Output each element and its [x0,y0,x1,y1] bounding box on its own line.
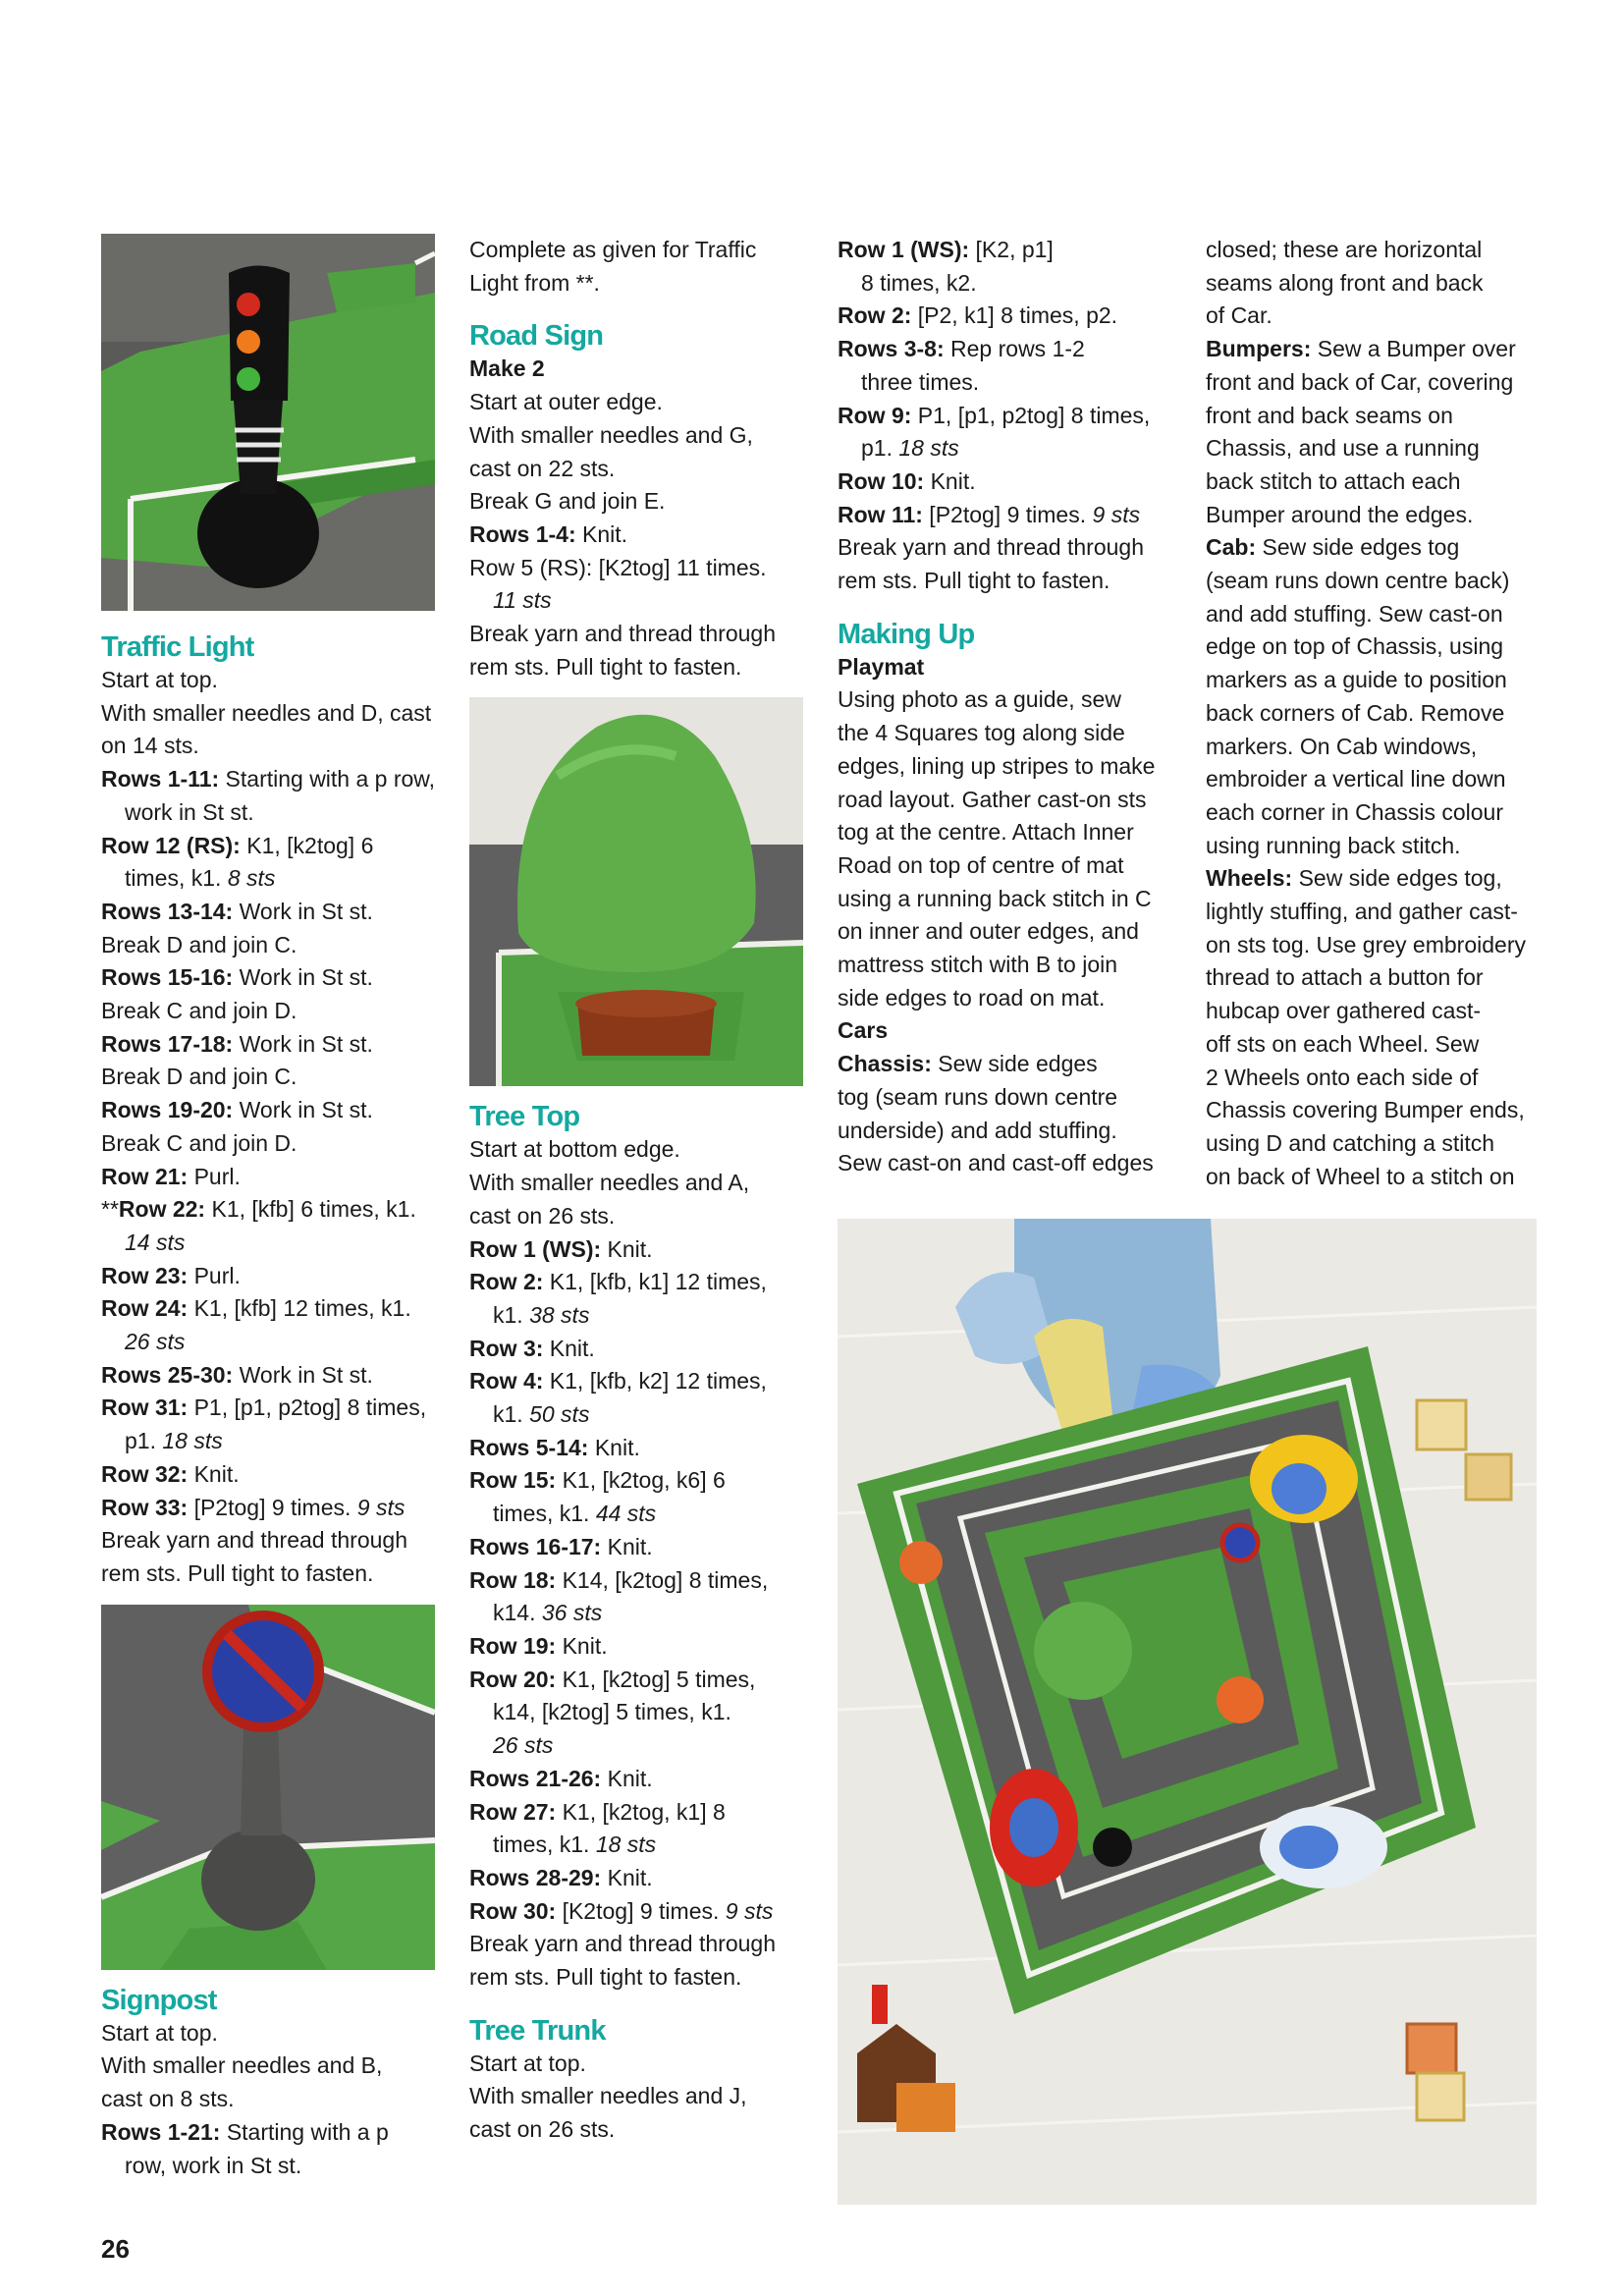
text-line: lightly stuffing, and gather cast- [1206,899,1518,925]
row-instruction: 8 times, k2. [861,269,977,296]
row-instruction: Rows 13-14: Work in St st. [101,898,373,924]
text-line: road layout. Gather cast-on sts [838,786,1147,812]
row-instruction: Row 11: [P2tog] 9 times. 9 sts [838,501,1141,527]
row-instruction: Row 33: [P2tog] 9 times. 9 sts [101,1494,406,1520]
text-line: rem sts. Pull tight to fasten. [101,1559,374,1586]
row-instruction: three times. [861,368,980,395]
row-instruction: k1. 38 sts [493,1301,590,1328]
row-instruction: 11 sts [493,587,552,614]
row-instruction: Row 1 (WS): [K2, p1] [838,237,1054,262]
text-line: underside) and add stuffing. [838,1117,1117,1143]
text-line: using running back stitch. [1206,832,1461,858]
text-line: Break G and join E. [469,488,666,515]
row-instruction: Row 2: [P2, k1] 8 times, p2. [838,302,1118,329]
row-instruction: Row 2: K1, [kfb, k1] 12 times, [469,1269,767,1295]
row-instruction: Row 31: P1, [p1, p2tog] 8 times, [101,1394,427,1421]
column-3 [838,234,1181,1180]
text-line: back stitch to attach each [1206,467,1461,494]
row-instruction: Row 12 (RS): K1, [k2tog] 6 [101,832,374,858]
row-instruction: Rows 21-26: Knit. [469,1765,653,1791]
row-instruction: p1. 18 sts [125,1428,223,1454]
text-line: Start at top. [101,2019,218,2046]
row-instruction: Rows 15-16: Work in St st. [101,964,373,991]
row-instruction: k1. 50 sts [493,1401,590,1428]
text-line: back corners of Cab. Remove [1206,699,1505,726]
row-instruction: 26 sts [125,1329,186,1355]
text-line: 2 Wheels onto each side of [1206,1064,1479,1090]
column-2 [469,234,813,2147]
row-instruction: Row 10: Knit. [838,467,976,494]
text-line: Start at top. [469,2050,586,2076]
text-line: off sts on each Wheel. Sew [1206,1030,1480,1057]
text-line: rem sts. Pull tight to fasten. [838,568,1110,594]
text-line: Break D and join C. [101,931,298,957]
text-line: using a running back stitch in C [838,885,1152,911]
row-instruction: Rows 5-14: Knit. [469,1434,640,1460]
text-line: side edges to road on mat. [838,984,1106,1011]
road-sign-subheading: Make 2 [469,355,545,382]
row-instruction: times, k1. 8 sts [125,865,276,892]
text-line: Break yarn and thread through [469,1931,776,1957]
row-instruction: Row 15: K1, [k2tog, k6] 6 [469,1467,726,1494]
row-instruction: Row 27: K1, [k2tog, k1] 8 [469,1798,726,1825]
text-line: hubcap over gathered cast- [1206,998,1482,1024]
text-line: using D and catching a stitch [1206,1129,1495,1156]
row-instruction: **Row 22: K1, [kfb] 6 times, k1. [101,1196,416,1223]
column-1 [101,234,445,2182]
signpost-heading: Signpost [101,1984,217,2016]
text-line: With smaller needles and B, [101,2052,383,2079]
row-instruction: Row 18: K14, [k2tog] 8 times, [469,1566,769,1593]
text-line: cast on 26 sts. [469,2116,616,2143]
text-line: Light from **. [469,269,600,296]
row-instruction: Rows 3-8: Rep rows 1-2 [838,336,1085,362]
text-line: Chassis: Sew side edges [838,1051,1098,1077]
text-line: rem sts. Pull tight to fasten. [469,653,742,680]
text-line: front and back seams on [1206,402,1453,428]
text-line: cast on 8 sts. [101,2086,235,2112]
making-up-heading: Making Up [838,618,975,650]
text-line: Sew cast-on and cast-off edges [838,1150,1154,1176]
text-line: and add stuffing. Sew cast-on [1206,600,1503,627]
text-line: Break yarn and thread through [469,621,776,647]
text-line: edge on top of Chassis, using [1206,633,1504,660]
text-line: Start at bottom edge. [469,1136,680,1163]
row-instruction: Rows 16-17: Knit. [469,1533,653,1559]
cars-subheading: Cars [838,1017,889,1044]
text-line: tog (seam runs down centre [838,1083,1118,1110]
row-instruction: k14, [k2tog] 5 times, k1. [493,1699,731,1725]
text-line: Complete as given for Traffic [469,237,757,262]
row-instruction: Row 9: P1, [p1, p2tog] 8 times, [838,402,1151,428]
text-line: With smaller needles and A, [469,1170,750,1196]
text-line: Break yarn and thread through [101,1527,407,1554]
text-line: markers as a guide to position [1206,667,1507,693]
traffic-light-photo [101,234,435,611]
text-line: rem sts. Pull tight to fasten. [469,1964,742,1991]
text-line: markers. On Cab windows, [1206,733,1478,759]
text-line: Using photo as a guide, sew [838,686,1121,713]
column-4 [1206,234,1549,1193]
row-instruction: 14 sts [125,1229,186,1255]
row-instruction: times, k1. 18 sts [493,1831,657,1858]
text-line: closed; these are horizontal [1206,237,1483,262]
text-line: With smaller needles and J, [469,2083,747,2109]
text-line: Break D and join C. [101,1064,298,1090]
row-instruction: Row 3: Knit. [469,1335,595,1361]
text-line: Road on top of centre of mat [838,851,1124,878]
row-instruction: k14. 36 sts [493,1600,603,1626]
row-instruction: Row 24: K1, [kfb] 12 times, k1. [101,1295,411,1322]
text-line: on back of Wheel to a stitch on [1206,1163,1515,1189]
row-instruction: Row 19: Knit. [469,1632,608,1659]
row-instruction: Rows 1-21: Starting with a p [101,2118,389,2145]
row-instruction: Rows 17-18: Work in St st. [101,1030,373,1057]
text-line: on sts tog. Use grey embroidery [1206,931,1526,957]
text-line: cast on 22 sts. [469,455,616,481]
text-line: mattress stitch with B to join [838,952,1118,978]
text-line: Chassis covering Bumper ends, [1206,1097,1525,1123]
text-line: of Car. [1206,302,1272,329]
row-instruction: Row 20: K1, [k2tog] 5 times, [469,1666,756,1692]
row-instruction: 26 sts [493,1732,554,1759]
row-instruction: Row 5 (RS): [K2tog] 11 times. [469,554,767,580]
row-instruction: work in St st. [125,798,254,825]
row-instruction: times, k1. 44 sts [493,1501,657,1527]
text-line: thread to attach a button for [1206,964,1484,991]
text-line: seams along front and back [1206,269,1484,296]
signpost-photo [101,1605,435,1970]
row-instruction: Row 1 (WS): Knit. [469,1235,653,1262]
page-number: 26 [101,2234,130,2264]
text-line: Start at top. [101,667,218,692]
row-instruction: Row 23: Purl. [101,1262,241,1288]
text-line: Bumpers: Sew a Bumper over [1206,336,1516,362]
row-instruction: row, work in St st. [125,2152,302,2178]
row-instruction: p1. 18 sts [861,435,959,462]
text-line: Wheels: Sew side edges tog, [1206,865,1502,892]
text-line: Cab: Sew side edges tog [1206,534,1460,561]
row-instruction: Row 30: [K2tog] 9 times. 9 sts [469,1897,774,1924]
text-line: tog at the centre. Attach Inner [838,819,1134,846]
text-line: front and back of Car, covering [1206,368,1514,395]
tree-trunk-heading: Tree Trunk [469,2014,606,2047]
traffic-light-heading: Traffic Light [101,631,254,663]
text-line: the 4 Squares tog along side [838,720,1125,746]
tree-top-heading: Tree Top [469,1101,580,1133]
row-instruction: Row 32: Knit. [101,1460,240,1487]
text-line: Break yarn and thread through [838,534,1144,561]
text-line: With smaller needles and G, [469,421,753,448]
text-line: edges, lining up stripes to make [838,752,1156,779]
row-instruction: Row 4: K1, [kfb, k2] 12 times, [469,1368,767,1394]
text-line: Start at outer edge. [469,389,663,415]
row-instruction: Rows 25-30: Work in St st. [101,1361,373,1388]
text-line: Bumper around the edges. [1206,501,1474,527]
text-line: Chassis, and use a running [1206,435,1480,462]
text-line: Break C and join D. [101,1129,298,1156]
text-line: embroider a vertical line down [1206,766,1506,793]
text-line: on inner and outer edges, and [838,918,1139,945]
text-line: (seam runs down centre back) [1206,568,1510,594]
row-instruction: Rows 1-4: Knit. [469,520,628,547]
text-line: cast on 26 sts. [469,1202,616,1229]
text-line: on 14 sts. [101,733,199,759]
road-sign-heading: Road Sign [469,320,604,353]
playmat-subheading: Playmat [838,653,925,680]
text-line: each corner in Chassis colour [1206,798,1503,825]
text-line: Break C and join D. [101,998,298,1024]
row-instruction: Rows 28-29: Knit. [469,1864,653,1890]
row-instruction: Row 21: Purl. [101,1163,241,1189]
row-instruction: Rows 1-11: Starting with a p row, [101,766,436,793]
tree-photo [469,697,803,1086]
text-line: With smaller needles and D, cast [101,699,432,726]
row-instruction: Rows 19-20: Work in St st. [101,1097,373,1123]
playmat-photo [838,1219,1537,2205]
